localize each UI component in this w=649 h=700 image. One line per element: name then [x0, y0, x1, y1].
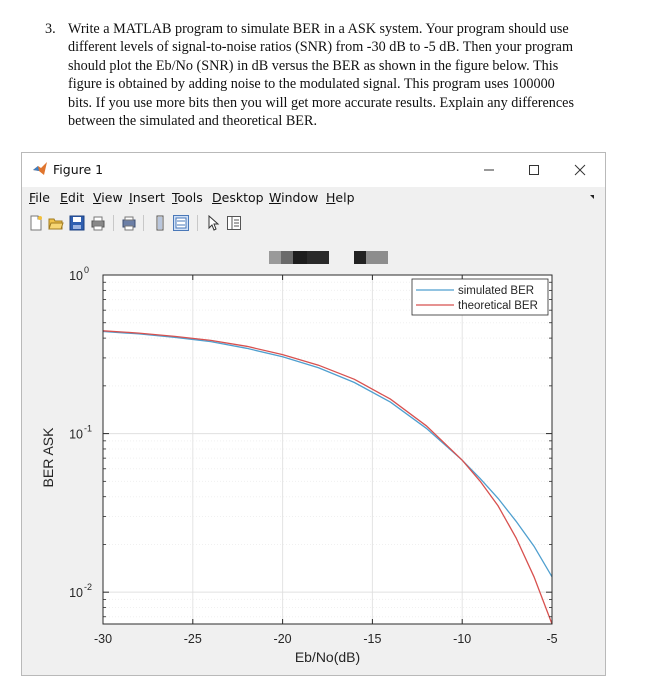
- toolbar-separator: [113, 215, 114, 231]
- y-tick-label: 10: [69, 269, 83, 283]
- plot-area: [22, 239, 605, 675]
- menu-view[interactable]: View: [93, 190, 123, 205]
- y-axis-label: BER ASK: [40, 427, 56, 488]
- axes-background: [103, 275, 552, 624]
- legend-label: theoretical BER: [458, 300, 538, 312]
- toolbar-separator: [143, 215, 144, 231]
- question-line: different levels of signal-to-noise ratios (SNR) from -30 dB to -5 dB. Then your program: [68, 39, 574, 56]
- toolbar: [22, 211, 605, 235]
- print-icon[interactable]: [90, 215, 106, 231]
- colorbar-icon[interactable]: [152, 215, 168, 231]
- save-icon[interactable]: [69, 215, 85, 231]
- title-bar[interactable]: [22, 153, 605, 187]
- legend-label: simulated BER: [458, 285, 535, 297]
- pointer-icon[interactable]: [206, 215, 222, 231]
- question-line: should plot the Eb/No (SNR) in dB versus the BER as shown in the figure below. This: [68, 57, 559, 74]
- matlab-logo-icon: [32, 161, 48, 177]
- minimize-icon: [471, 157, 507, 183]
- question-line: Write a MATLAB program to simulate BER in a ASK system. Your program should use: [68, 21, 569, 37]
- x-tick-label: -5: [546, 632, 558, 646]
- close-button[interactable]: [562, 157, 598, 183]
- menu-bar: [22, 187, 605, 209]
- print-figure-icon[interactable]: [121, 215, 137, 231]
- question-line: between the simulated and theoretical BER.: [68, 113, 317, 130]
- figure-window: [21, 152, 606, 676]
- maximize-button[interactable]: [516, 157, 552, 183]
- y-tick-exponent: 0: [84, 265, 90, 275]
- y-tick-label: 10: [69, 586, 83, 601]
- y-tick-exponent: -1: [84, 423, 93, 434]
- property-inspector-icon[interactable]: [226, 215, 242, 231]
- question-number: 3.: [45, 21, 56, 37]
- menu-help[interactable]: Help: [326, 190, 355, 205]
- new-figure-icon[interactable]: [28, 215, 44, 231]
- minimize-button[interactable]: [471, 157, 507, 183]
- x-axis-label: Eb/No(dB): [294, 649, 361, 665]
- close-icon: [562, 157, 598, 183]
- menu-file[interactable]: File: [29, 190, 50, 205]
- x-tick-label: -10: [453, 632, 472, 646]
- y-tick-exponent: -2: [84, 582, 93, 593]
- toolbar-separator: [197, 215, 198, 231]
- menu-desktop[interactable]: Desktop: [212, 190, 264, 205]
- x-tick-label: -15: [363, 632, 382, 646]
- menu-window[interactable]: Window: [269, 190, 319, 205]
- window-title: Figure 1: [53, 162, 104, 177]
- menu-tools[interactable]: Tools: [172, 190, 203, 205]
- menu-edit[interactable]: Edit: [60, 190, 85, 205]
- open-file-icon[interactable]: [48, 215, 64, 231]
- legend-icon[interactable]: [173, 215, 189, 231]
- menu-overflow-icon[interactable]: [589, 190, 597, 204]
- x-tick-label: -25: [183, 632, 202, 646]
- question-body: [68, 20, 620, 130]
- x-tick-label: -20: [273, 632, 292, 646]
- legend[interactable]: [412, 279, 548, 315]
- x-tick-label: -30: [93, 632, 113, 646]
- menu-insert[interactable]: Insert: [129, 190, 165, 205]
- question-line: figure is obtained by adding noise to the modulated signal. This program uses 100000: [68, 76, 555, 93]
- question-text: [45, 20, 620, 130]
- question-line: bits. If you use more bits then you will get more accurate results. Explain any differences: [68, 94, 575, 111]
- axes-toolbar[interactable]: [269, 251, 388, 264]
- y-tick-label: 10: [69, 427, 83, 442]
- ber-chart: [22, 239, 605, 675]
- maximize-icon: [516, 157, 552, 183]
